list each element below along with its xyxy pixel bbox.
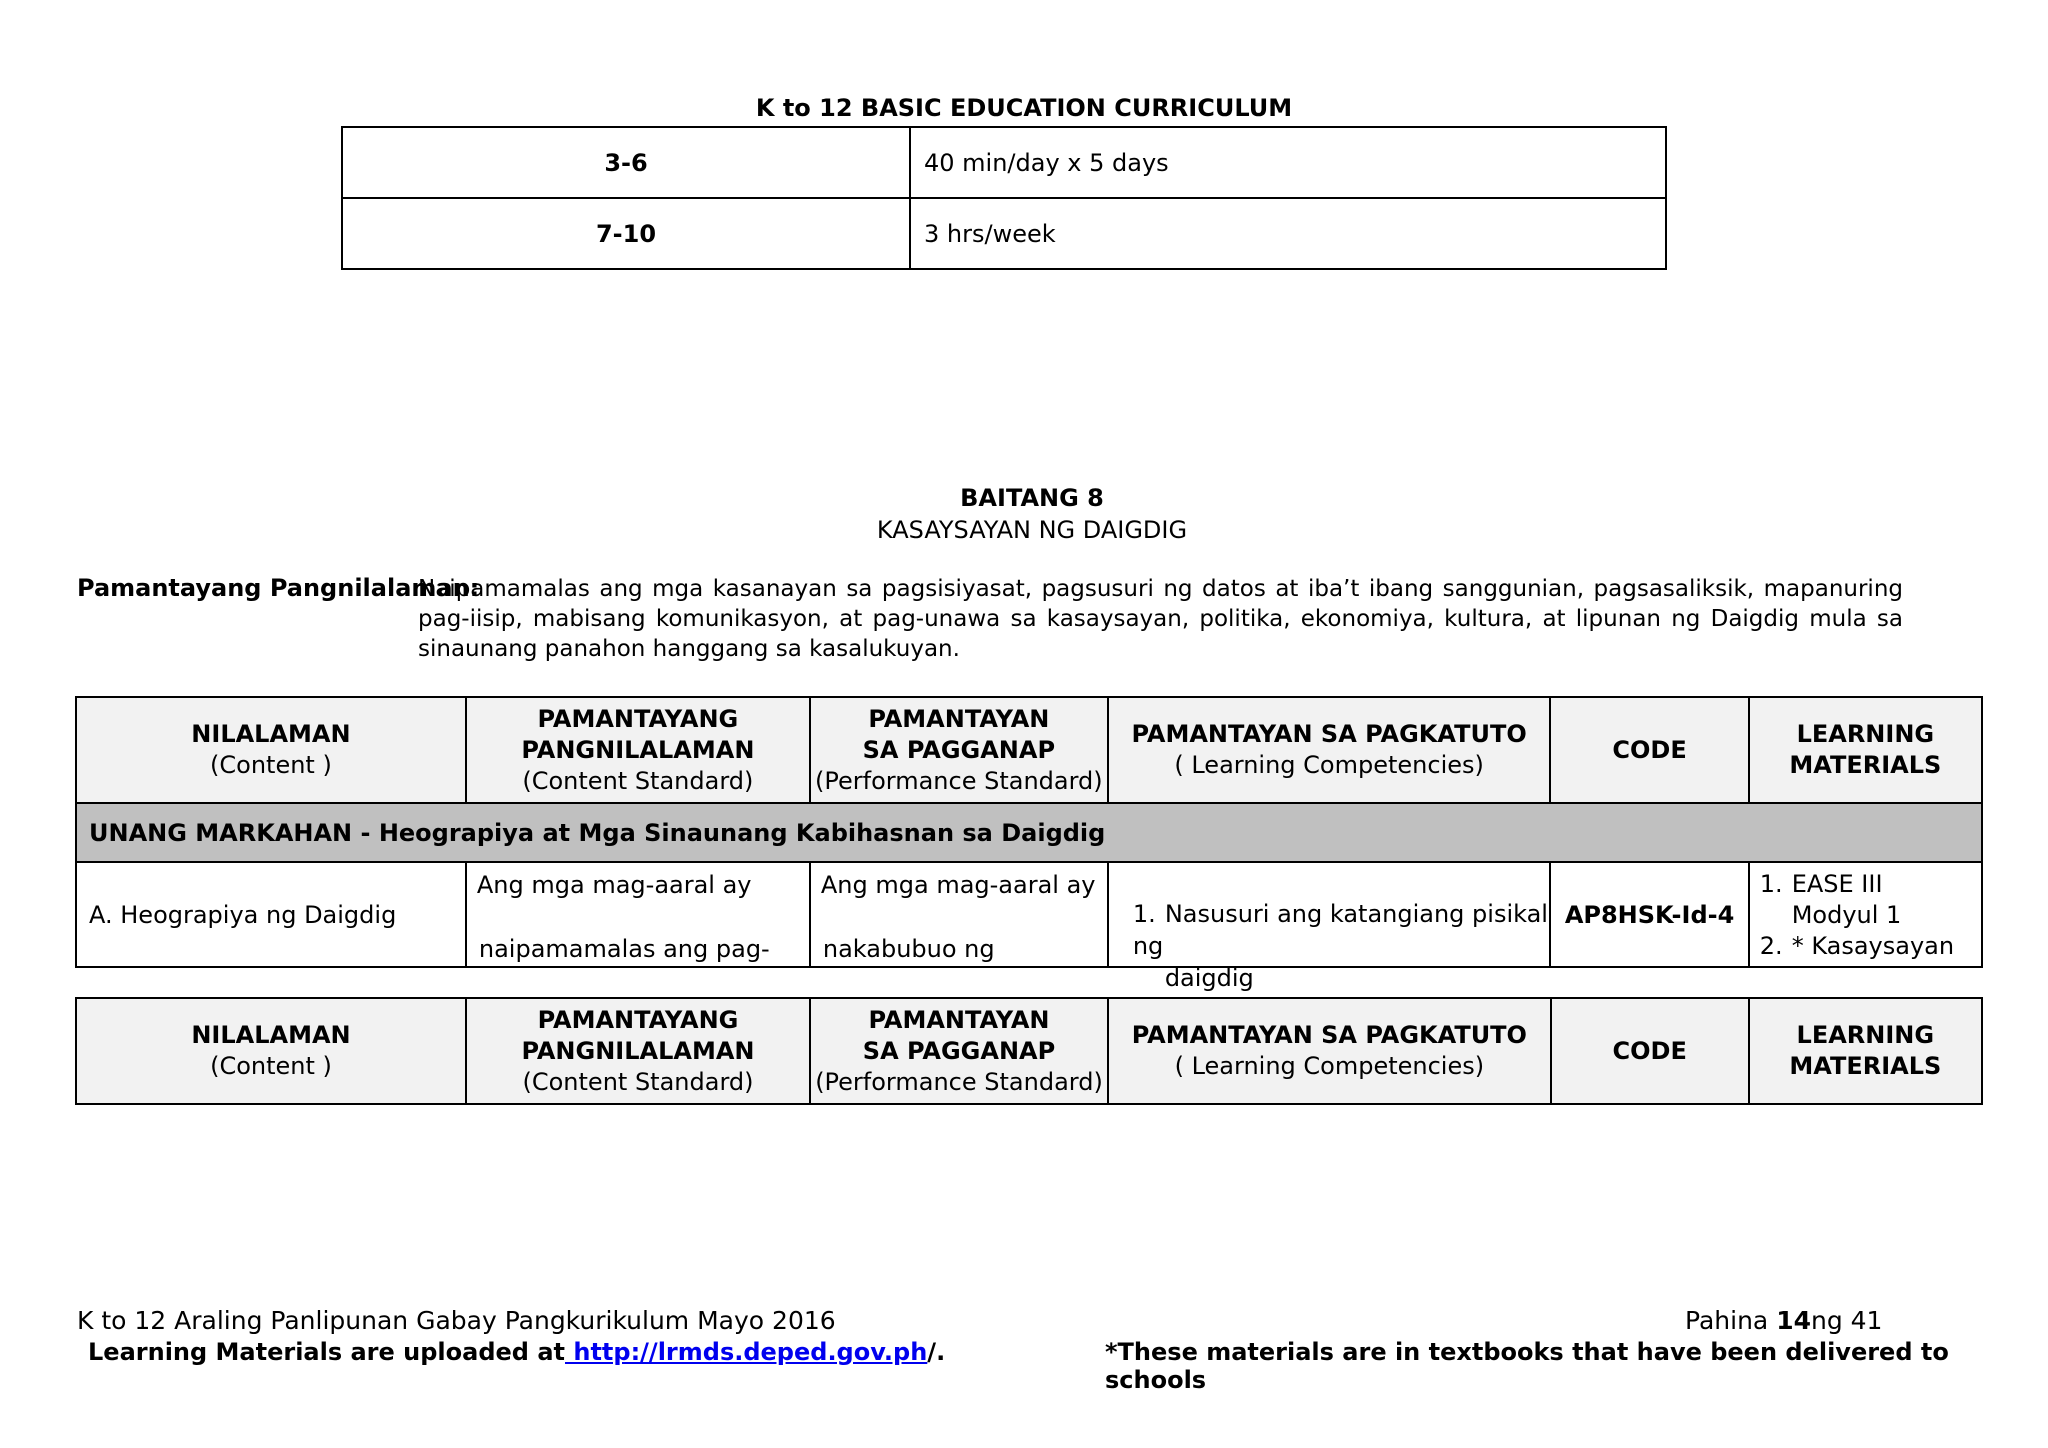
column-header-learning-competencies: PAMANTAYAN SA PAGKATUTO ( Learning Competencies) <box>1108 998 1551 1104</box>
time-allotment-table <box>341 126 1667 270</box>
footer-textbook-note: *These materials are in textbooks that have been delivered to schools <box>1105 1338 1949 1394</box>
header-row <box>76 998 1982 1104</box>
code-cell: AP8HSK-Id-4 <box>1550 862 1748 967</box>
curriculum-table-header-repeat <box>75 997 1983 1105</box>
footer-uploaded-note: Learning Materials are uploaded at http://lrmds.deped.gov.ph/. <box>88 1338 946 1366</box>
grade-subtitle: KASAYSAYAN NG DAIGDIG <box>876 516 1188 544</box>
column-header-content-standard: PAMANTAYANG PANGNILALAMAN (Content Standard) <box>466 998 810 1104</box>
content-cell: A. Heograpiya ng Daigdig <box>76 862 466 967</box>
table-row <box>342 127 1666 198</box>
column-header-content-standard: PAMANTAYANG PANGNILALAMAN (Content Standard) <box>466 697 810 803</box>
program-standard-label: Pamantayang Pangnilalaman: <box>77 574 480 602</box>
column-header-performance-standard: PAMANTAYAN SA PAGGANAP (Performance Standard) <box>810 697 1108 803</box>
header-row <box>76 697 1982 803</box>
column-header-content: NILALAMAN (Content ) <box>76 697 466 803</box>
column-header-learning-competencies: PAMANTAYAN SA PAGKATUTO ( Learning Competencies) <box>1108 697 1551 803</box>
column-header-code: CODE <box>1551 998 1749 1104</box>
grade-range-cell: 7-10 <box>342 198 910 269</box>
grade-title: BAITANG 8 <box>960 484 1104 512</box>
time-allotment-cell: 3 hrs/week <box>910 198 1666 269</box>
column-header-learning-materials: LEARNING MATERIALS <box>1749 998 1982 1104</box>
lrmds-link[interactable]: http://lrmds.deped.gov.ph <box>565 1338 928 1366</box>
time-allotment-cell: 40 min/day x 5 days <box>910 127 1666 198</box>
column-header-performance-standard: PAMANTAYAN SA PAGGANAP (Performance Standard) <box>810 998 1108 1104</box>
learning-materials-cell: 1. EASE III Modyul 1 2. * Kasaysayan <box>1749 862 1982 967</box>
list-item: 1. EASE III <box>1759 870 1883 898</box>
table-row <box>76 862 1982 967</box>
content-standard-cell: Ang mga mag-aaral ay naipamamalas ang pag- <box>466 862 810 967</box>
program-standard-text: Naipamamalas ang mga kasanayan sa pagsisiyasat, pagsusuri ng datos at iba’t ibang sanggunian, pagsasaliksik, mapanuring pag-iisip, mabisang komunikasyon, at pag-unawa sa kasaysayan, politika, ekonomiya, kultura, at lipunan ng Daigdig mula sa sinaunang panahon hanggang sa kasalukuyan. <box>418 576 1903 662</box>
document-header-title: K to 12 BASIC EDUCATION CURRICULUM <box>755 94 1293 122</box>
quarter-label: UNANG MARKAHAN - Heograpiya at Mga Sinaunang Kabihasnan sa Daigdig <box>76 803 1982 862</box>
list-item: 2. * Kasaysayan <box>1759 932 1955 960</box>
grade-range-cell: 3-6 <box>342 127 910 198</box>
table-row <box>342 198 1666 269</box>
performance-standard-cell: Ang mga mag-aaral ay nakabubuo ng <box>810 862 1108 967</box>
footer-page-number: Pahina 14ng 41 <box>1685 1306 1883 1335</box>
column-header-code: CODE <box>1550 697 1748 803</box>
quarter-row <box>76 803 1982 862</box>
learning-competency-cell: 1. Nasusuri ang katangiang pisikal ng daigdig <box>1108 862 1551 967</box>
column-header-content: NILALAMAN (Content ) <box>76 998 466 1104</box>
column-header-learning-materials: LEARNING MATERIALS <box>1749 697 1982 803</box>
footer-document-title: K to 12 Araling Panlipunan Gabay Pangkurikulum Mayo 2016 <box>77 1306 836 1335</box>
curriculum-table <box>75 696 1983 992</box>
